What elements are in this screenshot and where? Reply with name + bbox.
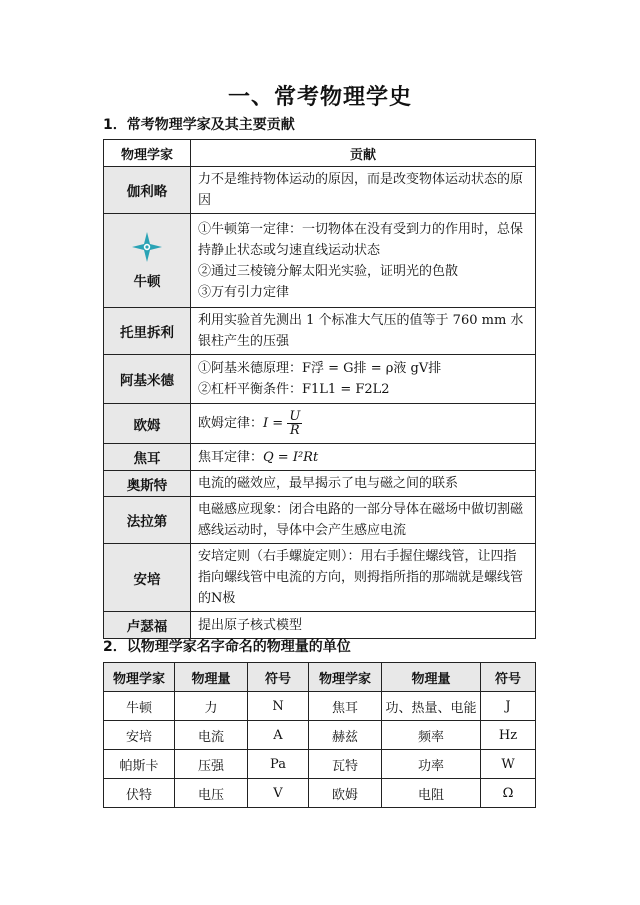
table-row bbox=[104, 692, 536, 721]
physicist-name: 卢瑟福 bbox=[104, 612, 191, 639]
table-cell: 伏特 bbox=[104, 779, 175, 808]
header-cell: 符号 bbox=[248, 663, 309, 692]
table-row bbox=[104, 721, 536, 750]
table-cell: 安培 bbox=[104, 721, 175, 750]
table-row bbox=[104, 612, 536, 639]
table-row bbox=[104, 355, 536, 404]
physicist-name: 法拉第 bbox=[104, 497, 191, 544]
header-cell: 物理量 bbox=[175, 663, 248, 692]
physicist-name: 伽利略 bbox=[104, 167, 191, 214]
contribution bbox=[191, 167, 536, 214]
table-cell: 欧姆 bbox=[309, 779, 382, 808]
table-cell: 焦耳 bbox=[309, 692, 382, 721]
contribution-line: 利用实验首先测出 1 个标准大气压的值等于 760 mm 水银柱产生的压强 bbox=[198, 313, 524, 349]
physicist-name: 牛顿 bbox=[133, 273, 161, 290]
contribution-line: 电流的磁效应，最早揭示了电与磁之间的联系 bbox=[198, 476, 459, 491]
physicist-name: 欧姆 bbox=[104, 404, 191, 444]
contribution-line: 电磁感应现象：闭合电路的一部分导体在磁场中做切割磁感线运动时，导体中会产生感应电流 bbox=[198, 502, 524, 538]
header-contribution: 贡献 bbox=[191, 140, 536, 167]
table-cell: Pa bbox=[248, 750, 309, 779]
header-physicist: 物理学家 bbox=[104, 140, 191, 167]
section1-title: 1．常考物理学家及其主要贡献 bbox=[103, 117, 295, 133]
table-row bbox=[104, 404, 536, 444]
table-cell: 频率 bbox=[382, 721, 481, 750]
contribution bbox=[191, 355, 536, 404]
physicist-name-cell bbox=[104, 214, 191, 308]
header-cell: 物理学家 bbox=[309, 663, 382, 692]
table-row bbox=[104, 214, 536, 308]
contribution bbox=[191, 214, 536, 308]
table-cell: 赫兹 bbox=[309, 721, 382, 750]
contribution-line: ②通过三棱镜分解太阳光实验，证明光的色散 bbox=[198, 263, 459, 279]
joule-law-label: 焦耳定律： bbox=[198, 449, 264, 465]
page-title: 一、常考物理学史 bbox=[227, 85, 412, 110]
table-cell: 瓦特 bbox=[309, 750, 382, 779]
table-cell: A bbox=[248, 721, 309, 750]
table-cell: 功、热量、电能 bbox=[382, 692, 481, 721]
ohm-formula-lhs: I = bbox=[263, 416, 288, 431]
contribution bbox=[191, 404, 536, 444]
table-cell: V bbox=[248, 779, 309, 808]
contribution bbox=[191, 612, 536, 639]
joule-formula: Q = I²Rt bbox=[263, 449, 319, 465]
contribution-line: ③万有引力定律 bbox=[198, 284, 290, 300]
table-row bbox=[104, 471, 536, 497]
table-cell: 电流 bbox=[175, 721, 248, 750]
table-row bbox=[104, 167, 536, 214]
ohm-numerator: U bbox=[289, 409, 301, 424]
contribution-line: 提出原子核式模型 bbox=[198, 617, 303, 633]
section2-title: 2．以物理学家名字命名的物理量的单位 bbox=[103, 639, 351, 655]
table-row bbox=[104, 750, 536, 779]
table-header-row bbox=[104, 663, 536, 692]
ohm-law-label: 欧姆定律： bbox=[198, 416, 264, 431]
physicist-name: 托里拆利 bbox=[104, 308, 191, 355]
header-cell: 符号 bbox=[481, 663, 536, 692]
table-cell: N bbox=[248, 692, 309, 721]
table-cell: Ω bbox=[481, 779, 536, 808]
units-table bbox=[103, 662, 536, 808]
physicist-name: 奥斯特 bbox=[104, 471, 191, 497]
contribution bbox=[191, 544, 536, 612]
table-cell: 电阻 bbox=[382, 779, 481, 808]
table-cell: J bbox=[481, 692, 536, 721]
contribution bbox=[191, 497, 536, 544]
table-row bbox=[104, 308, 536, 355]
contribution-line: 安培定则（右手螺旋定则）：用右手握住螺线管，让四指指向螺线管中电流的方向，则拇指所指的那端就是螺线管的N极 bbox=[198, 549, 524, 606]
contribution bbox=[191, 308, 536, 355]
table-cell: Hz bbox=[481, 721, 536, 750]
header-cell: 物理学家 bbox=[104, 663, 175, 692]
table-cell: W bbox=[481, 750, 536, 779]
contribution-line: ①牛顿第一定律：一切物体在没有受到力的作用时，总保持静止状态或匀速直线运动状态 bbox=[198, 221, 524, 258]
contribution-line: ①阿基米德原理：F浮 = G排 = ρ液 gV排 bbox=[198, 361, 442, 376]
table-row bbox=[104, 497, 536, 544]
physicist-name: 安培 bbox=[104, 544, 191, 612]
table-cell: 功率 bbox=[382, 750, 481, 779]
ohm-fraction bbox=[287, 410, 302, 437]
table-cell: 帕斯卡 bbox=[104, 750, 175, 779]
compass-star-icon bbox=[132, 232, 162, 262]
table-cell: 压强 bbox=[175, 750, 248, 779]
table-header-row bbox=[104, 140, 536, 167]
contribution bbox=[191, 444, 536, 471]
header-cell: 物理量 bbox=[382, 663, 481, 692]
contribution-line: ②杠杆平衡条件：F1L1 = F2L2 bbox=[198, 382, 390, 397]
contribution-line: 力不是维持物体运动的原因，而是改变物体运动状态的原因 bbox=[198, 172, 524, 208]
table-row bbox=[104, 544, 536, 612]
physicist-name: 阿基米德 bbox=[104, 355, 191, 404]
ohm-denominator: R bbox=[289, 423, 300, 438]
table-cell: 力 bbox=[175, 692, 248, 721]
physicist-name: 焦耳 bbox=[104, 444, 191, 471]
table-cell: 电压 bbox=[175, 779, 248, 808]
physicists-table bbox=[103, 139, 536, 639]
table-row bbox=[104, 444, 536, 471]
table-row bbox=[104, 779, 536, 808]
table-cell: 牛顿 bbox=[104, 692, 175, 721]
contribution bbox=[191, 471, 536, 497]
